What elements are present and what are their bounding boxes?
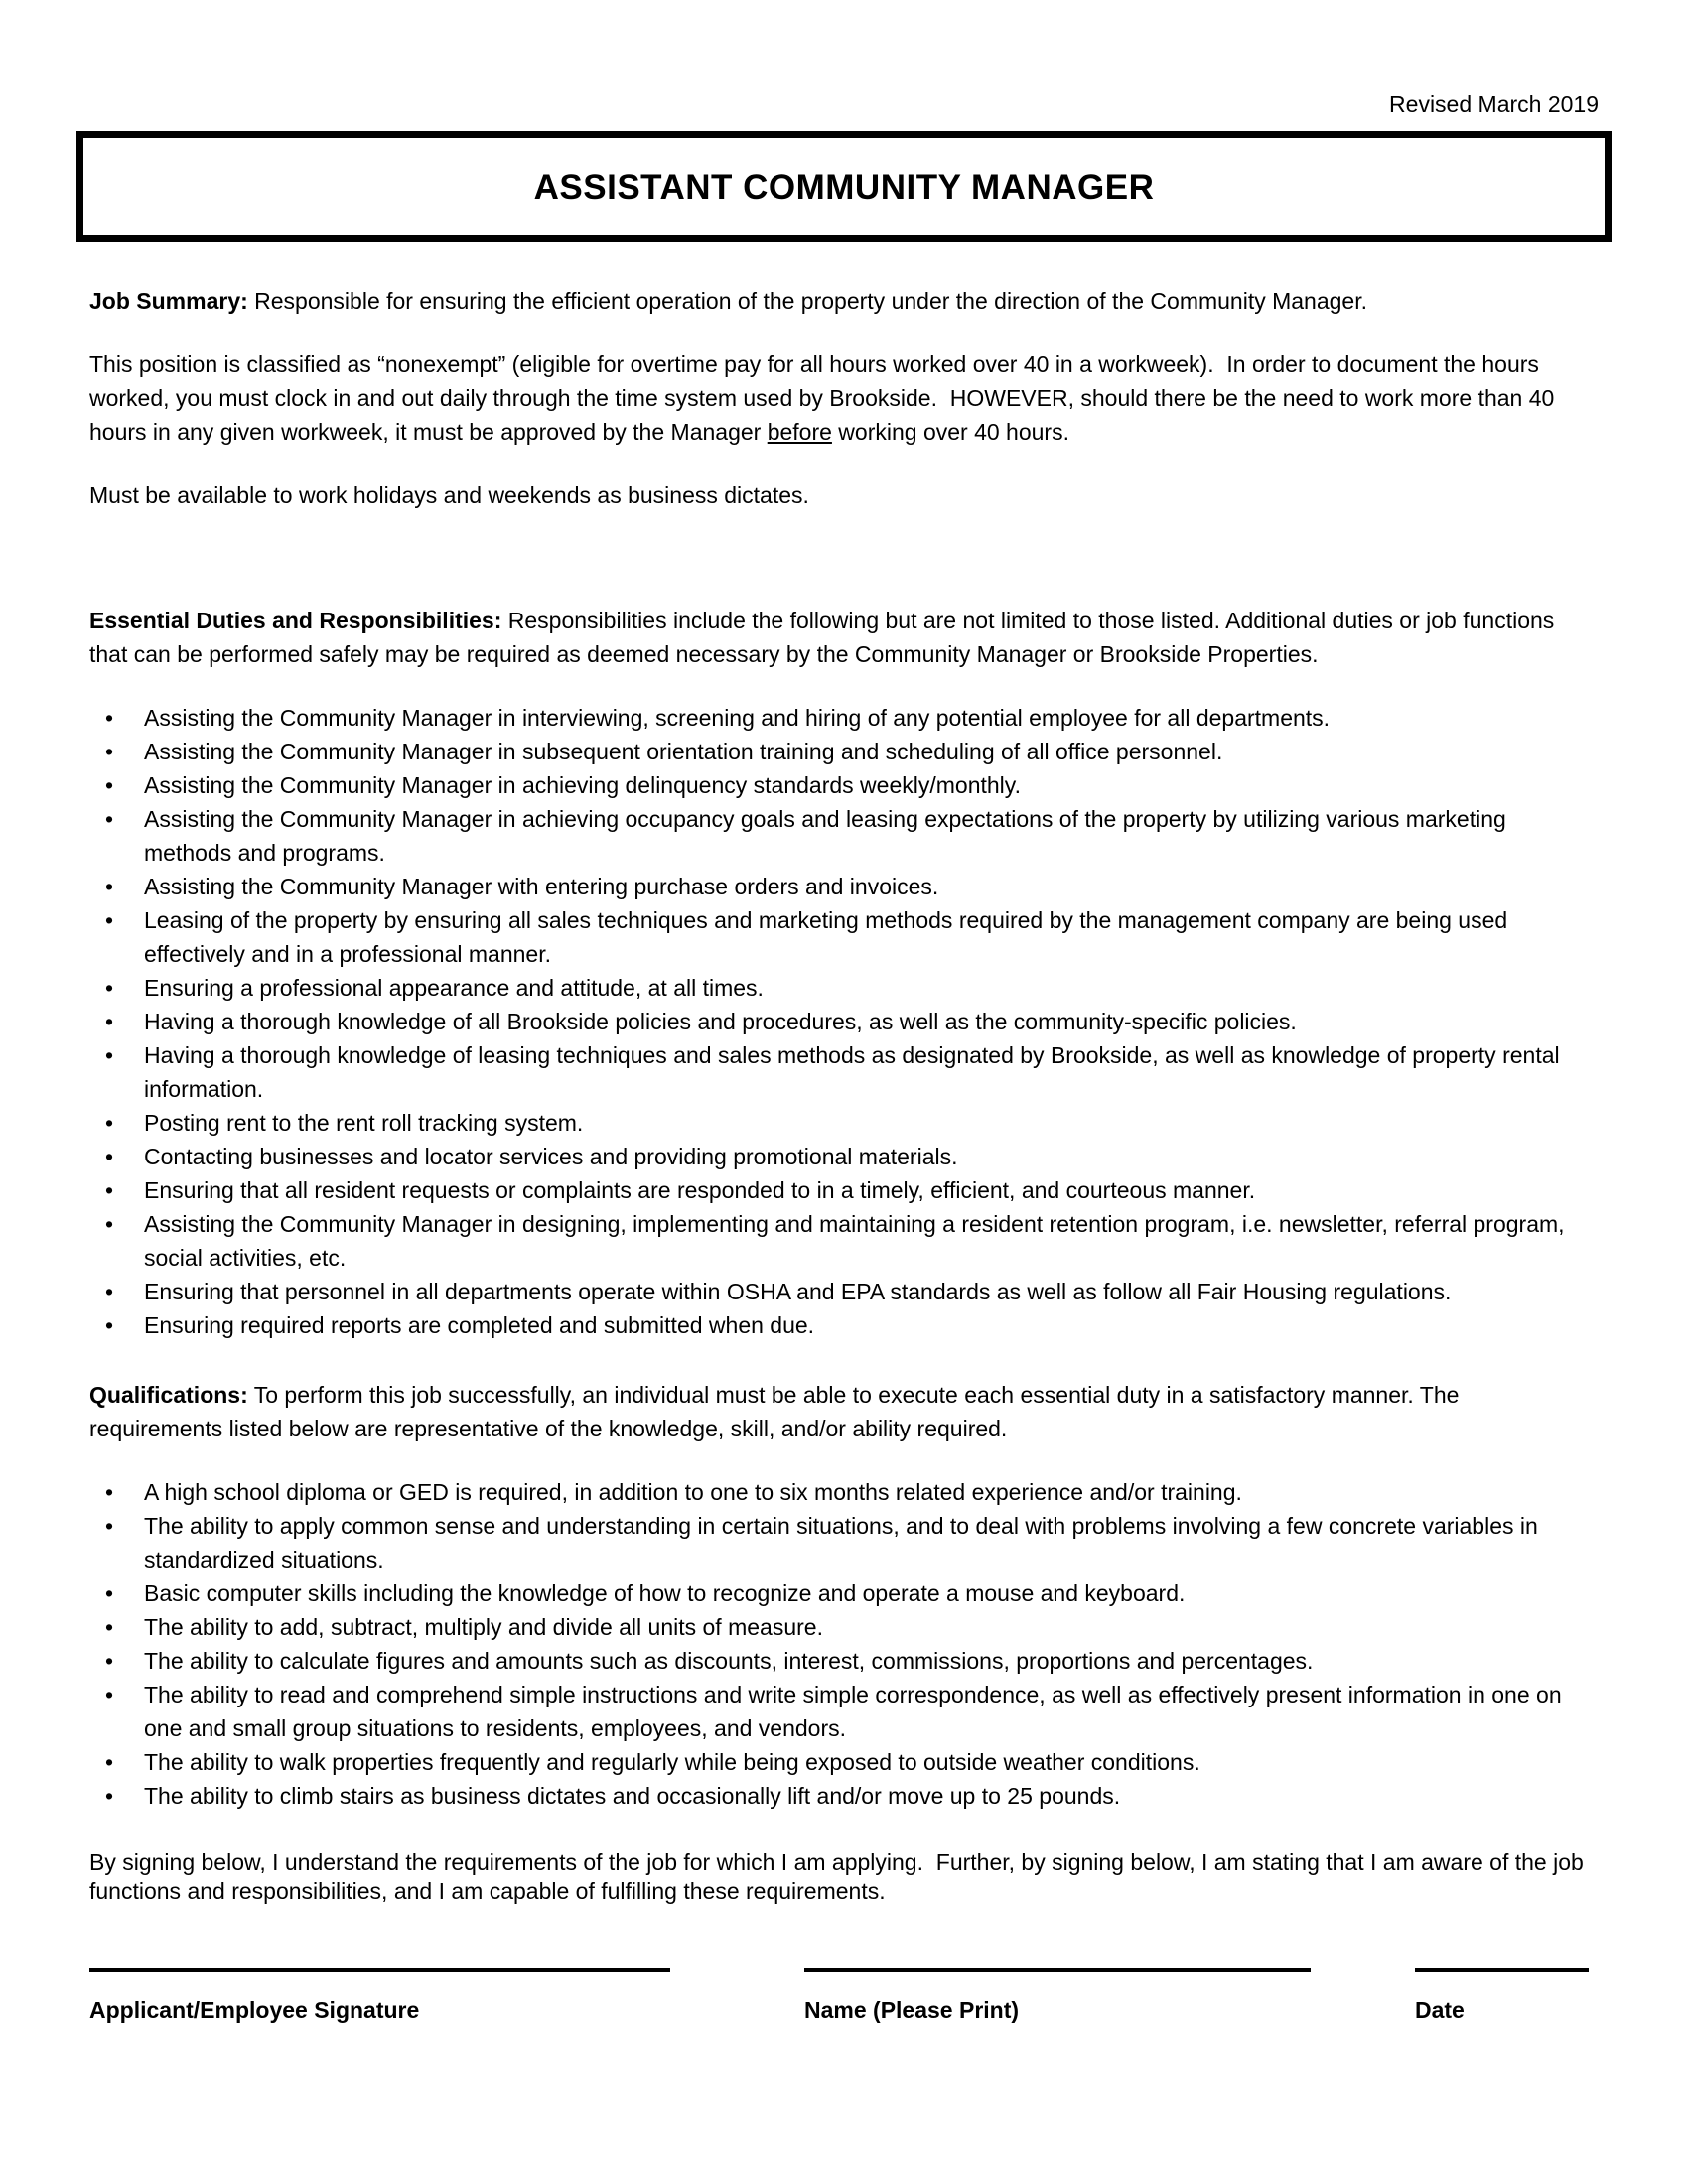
qualification-item: • The ability to climb stairs as business dictates and occasionally lift and/or move up to 25 pounds. xyxy=(89,1779,1599,1813)
qualification-item: • The ability to add, subtract, multiply and divide all units of measure. xyxy=(89,1610,1599,1644)
duty-item: • Having a thorough knowledge of all Brookside policies and procedures, as well as the community-specific policies. xyxy=(89,1005,1599,1038)
qualifications-heading-paragraph xyxy=(89,1378,1599,1445)
nonexempt-text-2: working over 40 hours. xyxy=(831,419,1069,445)
job-summary-label: Job Summary: xyxy=(89,288,248,314)
duty-item: • Posting rent to the rent roll tracking system. xyxy=(89,1106,1599,1140)
nonexempt-text-1: This position is classified as “nonexempt” (eligible for overtime pay for all hours worked over 40 in a workweek). In order to document the hours worked, you must clock in and out daily through the time system used by Brookside. HOWEVER, should there be the need to work more than 40 hours in any given workweek, it must be approved by the Manager xyxy=(89,351,1561,445)
duty-item: • Ensuring a professional appearance and attitude, at all times. xyxy=(89,971,1599,1005)
duty-item: • Having a thorough knowledge of leasing techniques and sales methods as designated by Brookside, as well as knowledge of property rental information. xyxy=(89,1038,1599,1106)
signature-line xyxy=(804,1968,1311,1972)
qualification-item: • The ability to calculate figures and amounts such as discounts, interest, commissions, proportions and percentages. xyxy=(89,1644,1599,1678)
signature-row xyxy=(89,1968,1599,2027)
qualification-item: • A high school diploma or GED is required, in addition to one to six months related experience and/or training. xyxy=(89,1475,1599,1509)
duty-item: • Leasing of the property by ensuring all sales techniques and marketing methods required by the management company are being used effectively and in a professional manner. xyxy=(89,903,1599,971)
duties-label: Essential Duties and Responsibilities: xyxy=(89,608,502,633)
duty-item: • Assisting the Community Manager in achieving delinquency standards weekly/monthly. xyxy=(89,768,1599,802)
signature-field-label: Applicant/Employee Signature xyxy=(89,1997,420,2023)
qualification-item: • The ability to read and comprehend simple instructions and write simple correspondence, as well as effectively present information in one on one and small group situations to residents, employees, and vendors. xyxy=(89,1678,1599,1745)
signature-field-name xyxy=(804,1968,1311,2027)
duty-item: • Assisting the Community Manager in subsequent orientation training and scheduling of all office personnel. xyxy=(89,735,1599,768)
duty-item: • Ensuring that all resident requests or complaints are responded to in a timely, efficient, and courteous manner. xyxy=(89,1173,1599,1207)
qualifications-label: Qualifications: xyxy=(89,1382,248,1408)
job-summary-paragraph xyxy=(89,284,1599,318)
signature-line xyxy=(1415,1968,1589,1972)
duty-item: • Assisting the Community Manager in interviewing, screening and hiring of any potential employee for all departments. xyxy=(89,701,1599,735)
duty-item: • Assisting the Community Manager in achieving occupancy goals and leasing expectations of the property by utilizing various marketing methods and programs. xyxy=(89,802,1599,870)
signature-field-label: Name (Please Print) xyxy=(804,1997,1020,2023)
duties-list xyxy=(89,701,1599,1342)
revision-note: Revised March 2019 xyxy=(1389,91,1599,117)
nonexempt-underlined-word: before xyxy=(767,419,832,445)
signature-field-date xyxy=(1415,1968,1589,2027)
signature-field-label: Date xyxy=(1415,1997,1465,2023)
closing-paragraph: By signing below, I understand the requirements of the job for which I am applying. Further, by signing below, I am stating that I am aware of the job functions and responsibilities, and I am capable of fulfilling these requirements. xyxy=(89,1849,1591,1904)
availability-paragraph: Must be available to work holidays and weekends as business dictates. xyxy=(89,482,809,508)
duty-item: • Ensuring that personnel in all departments operate within OSHA and EPA standards as well as follow all Fair Housing regulations. xyxy=(89,1275,1599,1308)
signature-field-applicant xyxy=(89,1968,670,2027)
qualifications-list xyxy=(89,1475,1599,1813)
nonexempt-paragraph xyxy=(89,347,1599,449)
qualifications-intro-text: To perform this job successfully, an individual must be able to execute each essential duty in a satisfactory manner. The requirements listed below are representative of the knowledge, skill, and/or ability required. xyxy=(89,1382,1466,1441)
qualification-item: • Basic computer skills including the knowledge of how to recognize and operate a mouse and keyboard. xyxy=(89,1576,1599,1610)
signature-line xyxy=(89,1968,670,1972)
job-summary-text: Responsible for ensuring the efficient operation of the property under the direction of the Community Manager. xyxy=(247,288,1368,314)
qualification-item: • The ability to apply common sense and understanding in certain situations, and to deal with problems involving a few concrete variables in standardized situations. xyxy=(89,1509,1599,1576)
title-box xyxy=(76,131,1612,242)
duties-intro-text: Responsibilities include the following but are not limited to those listed. Additional duties or job functions that can be performed safely may be required as deemed necessary by the Community Manager or Brookside Properties. xyxy=(89,608,1561,667)
duties-heading-paragraph xyxy=(89,604,1599,671)
qualification-item: • The ability to walk properties frequently and regularly while being exposed to outside weather conditions. xyxy=(89,1745,1599,1779)
duty-item: • Assisting the Community Manager with entering purchase orders and invoices. xyxy=(89,870,1599,903)
duty-item: • Assisting the Community Manager in designing, implementing and maintaining a resident retention program, i.e. newsletter, referral program, social activities, etc. xyxy=(89,1207,1599,1275)
duty-item: • Ensuring required reports are completed and submitted when due. xyxy=(89,1308,1599,1342)
page-title: ASSISTANT COMMUNITY MANAGER xyxy=(533,167,1155,206)
duty-item: • Contacting businesses and locator services and providing promotional materials. xyxy=(89,1140,1599,1173)
